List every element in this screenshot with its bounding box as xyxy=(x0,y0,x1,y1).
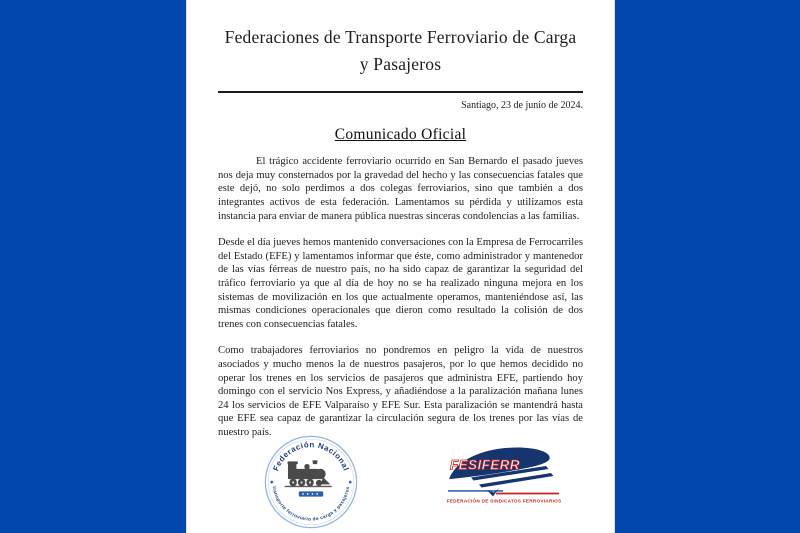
federation-seal-logo xyxy=(264,435,358,529)
logos-row xyxy=(187,430,616,533)
fesiferr-caption: FEDERACIÓN DE SINDICATOS FERROVIARIOS xyxy=(446,498,562,504)
header-divider xyxy=(218,91,583,93)
paragraph-strike: Como trabajadores ferroviarios no pondremos en peligro la vida de nuestros asociados y mucho menos la de nuestros pasajeros, por lo que hemos decidido no operar los trenes en los servicios de pasajeros que administra EFE, partiendo hoy domingo con el servicio Nos Express, y añadiéndose a la paralización mañana lunes 24 los servicios de EFE Valparaíso y EFE Sur. Esta paralización se mantendrá hasta que EFE sea capaz de garantizar la circulación segura de los trenes por las vías de nuestro país. xyxy=(218,345,583,438)
document-title: Federaciones de Transporte Ferroviario de Carga y Pasajeros xyxy=(224,27,577,75)
paragraph-efe-talks: Desde el día jueves hemos mantenido conversaciones con la Empresa de Ferrocarriles del Estado (EFE) y lamentamos informar que éste, como administrador y mantenedor de las vías férreas de nuestro país, no ha sido capaz de garantizar la seguridad del tráfico ferroviario ya que al día de hoy no se ha realizado ninguna mejora en los sistemas de movilización en los que actualmente operamos, manteniéndose así, las mismas condiciones operacionales que dieron como resultado la colisión de dos trenes con consecuencias fatales. xyxy=(218,237,583,330)
heading-comunicado-oficial: Comunicado Oficial xyxy=(334,126,467,144)
fesiferr-acronym: FESIFERR xyxy=(450,457,520,473)
seal-badge xyxy=(299,491,323,496)
document-body xyxy=(218,155,583,439)
seal-arc-top-text: Federación Nacional xyxy=(271,440,351,473)
baseline-red xyxy=(496,493,559,495)
date-line: Santiago, 23 de junio de 2024. xyxy=(461,100,583,112)
document-content xyxy=(187,24,614,440)
fesiferr-logo xyxy=(443,443,565,507)
seal-arc-bottom-text: transporte ferroviario de carga y pasajeros xyxy=(271,485,351,522)
baseline-blue xyxy=(448,490,503,492)
paragraph-accident: El trágico accidente ferroviario ocurrido en San Bernardo el pasado jueves nos deja muy consternados por la gravedad del hecho y las consecuencias fatales que este dejó, no solo perdimos a dos colegas ferroviarios, sino que también a dos integrantes activos de esta federación. Lamentamos su pérdida y utilizamos esta instancia para enviar de manera pública nuestras sinceras condolencias a las familias. xyxy=(218,156,583,222)
document-page xyxy=(186,0,615,533)
